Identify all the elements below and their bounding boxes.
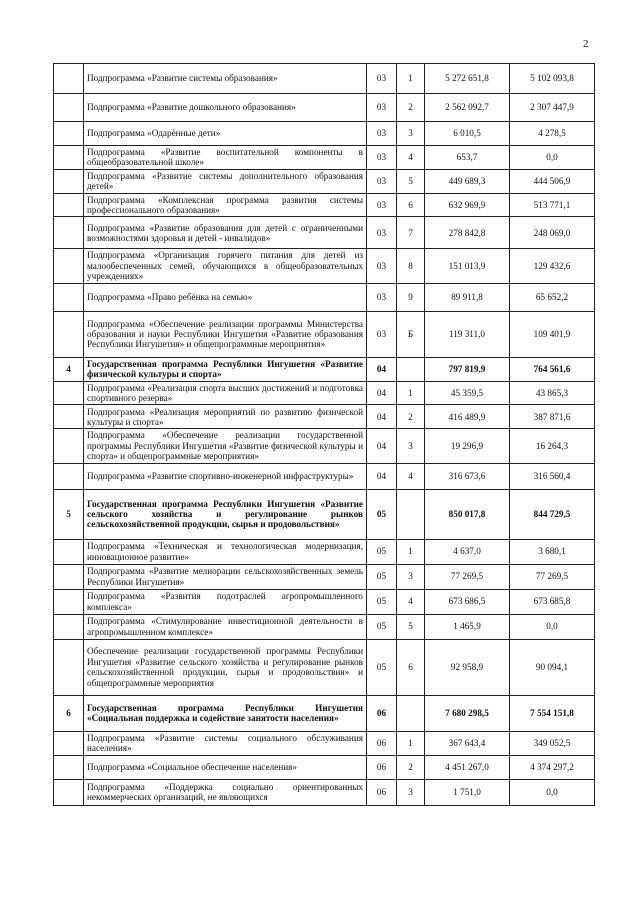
table-row (54, 122, 595, 146)
program-code-cell: 03 (367, 122, 397, 146)
table-row (54, 64, 595, 94)
amount-executed-cell: 4 278,5 (510, 122, 595, 146)
amount-approved-cell: 1 751,0 (425, 779, 510, 805)
amount-approved-cell: 151 013,9 (425, 249, 510, 283)
program-code-cell: 05 (367, 539, 397, 564)
amount-approved-cell: 45 359,5 (425, 381, 510, 405)
program-name-cell: Подпрограмма «Одарённые дети» (84, 122, 367, 146)
subprogram-code-cell: 3 (397, 429, 425, 463)
row-number-cell (54, 283, 84, 311)
program-name-cell: Подпрограмма «Развитие мелиорации сельскохозяйственных земель Республики Ингушетия» (84, 564, 367, 589)
amount-approved-cell: 1 465,9 (425, 614, 510, 639)
program-code-cell: 06 (367, 695, 397, 731)
amount-executed-cell: 0,0 (510, 779, 595, 805)
program-name-cell: Подпрограмма «Развитие системы социального обслуживания населения» (84, 731, 367, 755)
row-number-cell (54, 639, 84, 695)
program-name-cell: Подпрограмма «Стимулирование инвестиционной деятельности в агропромышленном комплексе» (84, 614, 367, 639)
program-name-cell: Подпрограмма «Обеспечение реализации программы Министерства образования и науки Республики Ингушетия «Развитие образования Республики Ингушетия» и общепрограммные мероприятия» (84, 311, 367, 357)
row-number-cell (54, 146, 84, 170)
amount-approved-cell: 416 489,9 (425, 405, 510, 429)
program-name-cell: Подпрограмма «Развитие системы дополнительного образования детей» (84, 169, 367, 193)
program-code-cell: 03 (367, 311, 397, 357)
program-code-cell: 04 (367, 405, 397, 429)
amount-executed-cell: 90 094,1 (510, 639, 595, 695)
program-name-cell: Подпрограмма «Организация горячего питания для детей из малообеспеченных семей, обучающихся в общеобразовательных учреждениях» (84, 249, 367, 283)
program-row (54, 357, 595, 381)
program-name-cell: Подпрограмма «Развитие образования для детей с ограниченными возможностями здоровья и детей - инвалидов» (84, 217, 367, 249)
amount-approved-cell: 653,7 (425, 146, 510, 170)
subprogram-code-cell: 3 (397, 779, 425, 805)
amount-executed-cell: 77 269,5 (510, 564, 595, 589)
amount-approved-cell: 278 842,8 (425, 217, 510, 249)
table-row (54, 755, 595, 779)
subprogram-code-cell: 1 (397, 539, 425, 564)
row-number-cell (54, 589, 84, 614)
amount-executed-cell: 43 865,3 (510, 381, 595, 405)
program-code-cell: 03 (367, 146, 397, 170)
amount-approved-cell: 19 296,9 (425, 429, 510, 463)
budget-table-body (54, 64, 595, 806)
row-number-cell: 6 (54, 695, 84, 731)
subprogram-code-cell: 2 (397, 405, 425, 429)
row-number-cell (54, 381, 84, 405)
row-number-cell (54, 217, 84, 249)
program-code-cell: 03 (367, 94, 397, 122)
table-row (54, 193, 595, 217)
amount-executed-cell: 65 652,2 (510, 283, 595, 311)
amount-approved-cell: 367 643,4 (425, 731, 510, 755)
program-name-cell: Подпрограмма «Право ребёнка на семью» (84, 283, 367, 311)
program-code-cell: 04 (367, 429, 397, 463)
row-number-cell: 5 (54, 489, 84, 539)
program-name-cell: Подпрограмма «Реализация мероприятий по развитию физической культуры и спорта» (84, 405, 367, 429)
amount-approved-cell: 4 637,0 (425, 539, 510, 564)
amount-executed-cell: 5 102 093,8 (510, 64, 595, 94)
program-code-cell: 03 (367, 249, 397, 283)
subprogram-code-cell (397, 357, 425, 381)
program-code-cell: 05 (367, 614, 397, 639)
program-name-cell: Подпрограмма «Развитие дошкольного образования» (84, 94, 367, 122)
program-code-cell: 06 (367, 779, 397, 805)
amount-executed-cell: 129 432,6 (510, 249, 595, 283)
program-code-cell: 03 (367, 283, 397, 311)
program-name-cell: Подпрограмма «Обеспечение реализации государственной программы Республики Ингушетия «Развитие физической культуры и спорта» и общепрограммные мероприятия» (84, 429, 367, 463)
amount-approved-cell: 5 272 651,8 (425, 64, 510, 94)
amount-approved-cell: 89 911,8 (425, 283, 510, 311)
row-number-cell (54, 779, 84, 805)
amount-executed-cell: 444 506,9 (510, 169, 595, 193)
program-code-cell: 04 (367, 357, 397, 381)
program-code-cell: 03 (367, 193, 397, 217)
amount-executed-cell: 109 401,9 (510, 311, 595, 357)
table-row (54, 311, 595, 357)
row-number-cell (54, 94, 84, 122)
table-row (54, 381, 595, 405)
row-number-cell (54, 564, 84, 589)
subprogram-code-cell: 4 (397, 146, 425, 170)
row-number-cell (54, 169, 84, 193)
table-row (54, 614, 595, 639)
program-name-cell: Подпрограмма «Развитие спортивно-инженерной инфраструктуры» (84, 463, 367, 489)
subprogram-code-cell: 3 (397, 122, 425, 146)
table-row (54, 463, 595, 489)
program-name-cell: Подпрограмма «Техническая и технологическая модернизация, инновационное развитие» (84, 539, 367, 564)
program-name-cell: Подпрограмма «Социальное обеспечение населения» (84, 755, 367, 779)
row-number-cell (54, 405, 84, 429)
row-number-cell (54, 122, 84, 146)
amount-approved-cell: 6 010,5 (425, 122, 510, 146)
amount-approved-cell: 77 269,5 (425, 564, 510, 589)
program-code-cell: 05 (367, 589, 397, 614)
subprogram-code-cell: 2 (397, 755, 425, 779)
amount-executed-cell: 0,0 (510, 146, 595, 170)
program-row (54, 489, 595, 539)
amount-approved-cell: 92 958,9 (425, 639, 510, 695)
amount-approved-cell: 119 311,0 (425, 311, 510, 357)
table-row (54, 639, 595, 695)
table-row (54, 249, 595, 283)
subprogram-code-cell: 1 (397, 731, 425, 755)
row-number-cell (54, 755, 84, 779)
amount-approved-cell: 4 451 267,0 (425, 755, 510, 779)
program-code-cell: 03 (367, 217, 397, 249)
row-number-cell: 4 (54, 357, 84, 381)
row-number-cell (54, 429, 84, 463)
table-row (54, 283, 595, 311)
amount-executed-cell: 248 069,0 (510, 217, 595, 249)
program-code-cell: 05 (367, 489, 397, 539)
amount-approved-cell: 850 017,8 (425, 489, 510, 539)
row-number-cell (54, 614, 84, 639)
subprogram-code-cell (397, 489, 425, 539)
table-row (54, 217, 595, 249)
amount-approved-cell: 316 673,6 (425, 463, 510, 489)
program-code-cell: 05 (367, 639, 397, 695)
amount-approved-cell: 632 969,9 (425, 193, 510, 217)
subprogram-code-cell: 1 (397, 64, 425, 94)
table-row (54, 779, 595, 805)
subprogram-code-cell: 4 (397, 463, 425, 489)
program-name-cell: Государственная программа Республики Ингушетия «Социальная поддержка и содействие занятости населения» (84, 695, 367, 731)
row-number-cell (54, 311, 84, 357)
subprogram-code-cell: 5 (397, 169, 425, 193)
row-number-cell (54, 193, 84, 217)
program-code-cell: 04 (367, 463, 397, 489)
amount-approved-cell: 449 689,3 (425, 169, 510, 193)
amount-executed-cell: 513 771,1 (510, 193, 595, 217)
subprogram-code-cell (397, 695, 425, 731)
subprogram-code-cell: 6 (397, 193, 425, 217)
row-number-cell (54, 539, 84, 564)
table-row (54, 539, 595, 564)
program-name-cell: Государственная программа Республики Ингушетия «Развитие физической культуры и спорта» (84, 357, 367, 381)
subprogram-code-cell: Б (397, 311, 425, 357)
subprogram-code-cell: 9 (397, 283, 425, 311)
table-row (54, 429, 595, 463)
amount-executed-cell: 3 680,1 (510, 539, 595, 564)
subprogram-code-cell: 3 (397, 564, 425, 589)
amount-executed-cell: 673 685,8 (510, 589, 595, 614)
table-row (54, 564, 595, 589)
table-row (54, 94, 595, 122)
amount-executed-cell: 16 264,3 (510, 429, 595, 463)
table-row (54, 169, 595, 193)
subprogram-code-cell: 7 (397, 217, 425, 249)
amount-approved-cell: 7 680 298,5 (425, 695, 510, 731)
program-name-cell: Подпрограмма «Комплексная программа развития системы профессионального образования» (84, 193, 367, 217)
program-name-cell: Подпрограмма «Развитие воспитательной компоненты в общеобразовательной школе» (84, 146, 367, 170)
amount-executed-cell: 4 374 297,2 (510, 755, 595, 779)
program-code-cell: 03 (367, 169, 397, 193)
subprogram-code-cell: 4 (397, 589, 425, 614)
program-row (54, 695, 595, 731)
budget-table (53, 63, 595, 806)
program-name-cell: Подпрограмма «Развитие системы образования» (84, 64, 367, 94)
program-code-cell: 06 (367, 731, 397, 755)
program-name-cell: Обеспечение реализации государственной программы Республики Ингушетия «Развитие сельского хозяйства и регулирование рынков сельскохозяйственной продукции, сырья и продовольствия» и общепрограммные мероприятия (84, 639, 367, 695)
amount-executed-cell: 7 554 151,8 (510, 695, 595, 731)
program-code-cell: 05 (367, 564, 397, 589)
amount-approved-cell: 797 819,9 (425, 357, 510, 381)
program-code-cell: 03 (367, 64, 397, 94)
subprogram-code-cell: 5 (397, 614, 425, 639)
table-row (54, 146, 595, 170)
amount-executed-cell: 316 560,4 (510, 463, 595, 489)
amount-approved-cell: 2 562 092,7 (425, 94, 510, 122)
table-row (54, 589, 595, 614)
amount-executed-cell: 387 871,6 (510, 405, 595, 429)
subprogram-code-cell: 2 (397, 94, 425, 122)
row-number-cell (54, 64, 84, 94)
amount-approved-cell: 673 686,5 (425, 589, 510, 614)
amount-executed-cell: 0,0 (510, 614, 595, 639)
row-number-cell (54, 463, 84, 489)
amount-executed-cell: 2 307 447,9 (510, 94, 595, 122)
subprogram-code-cell: 1 (397, 381, 425, 405)
program-name-cell: Государственная программа Республики Ингушетия «Развитие сельского хозяйства и регулирование рынков сельскохозяйственной продукции, сырья и продовольствия» (84, 489, 367, 539)
program-name-cell: Подпрограмма «Развития подотраслей агропромышленного комплекса» (84, 589, 367, 614)
amount-executed-cell: 844 729,5 (510, 489, 595, 539)
page-number: 2 (583, 38, 589, 50)
program-code-cell: 04 (367, 381, 397, 405)
program-name-cell: Подпрограмма «Поддержка социально ориентированных некоммерческих организаций, не являющихся (84, 779, 367, 805)
subprogram-code-cell: 6 (397, 639, 425, 695)
table-row (54, 731, 595, 755)
program-name-cell: Подпрограмма «Реализация спорта высших достижений и подготовка спортивного резерва» (84, 381, 367, 405)
row-number-cell (54, 249, 84, 283)
table-row (54, 405, 595, 429)
row-number-cell (54, 731, 84, 755)
program-code-cell: 06 (367, 755, 397, 779)
amount-executed-cell: 764 561,6 (510, 357, 595, 381)
amount-executed-cell: 349 052,5 (510, 731, 595, 755)
subprogram-code-cell: 8 (397, 249, 425, 283)
